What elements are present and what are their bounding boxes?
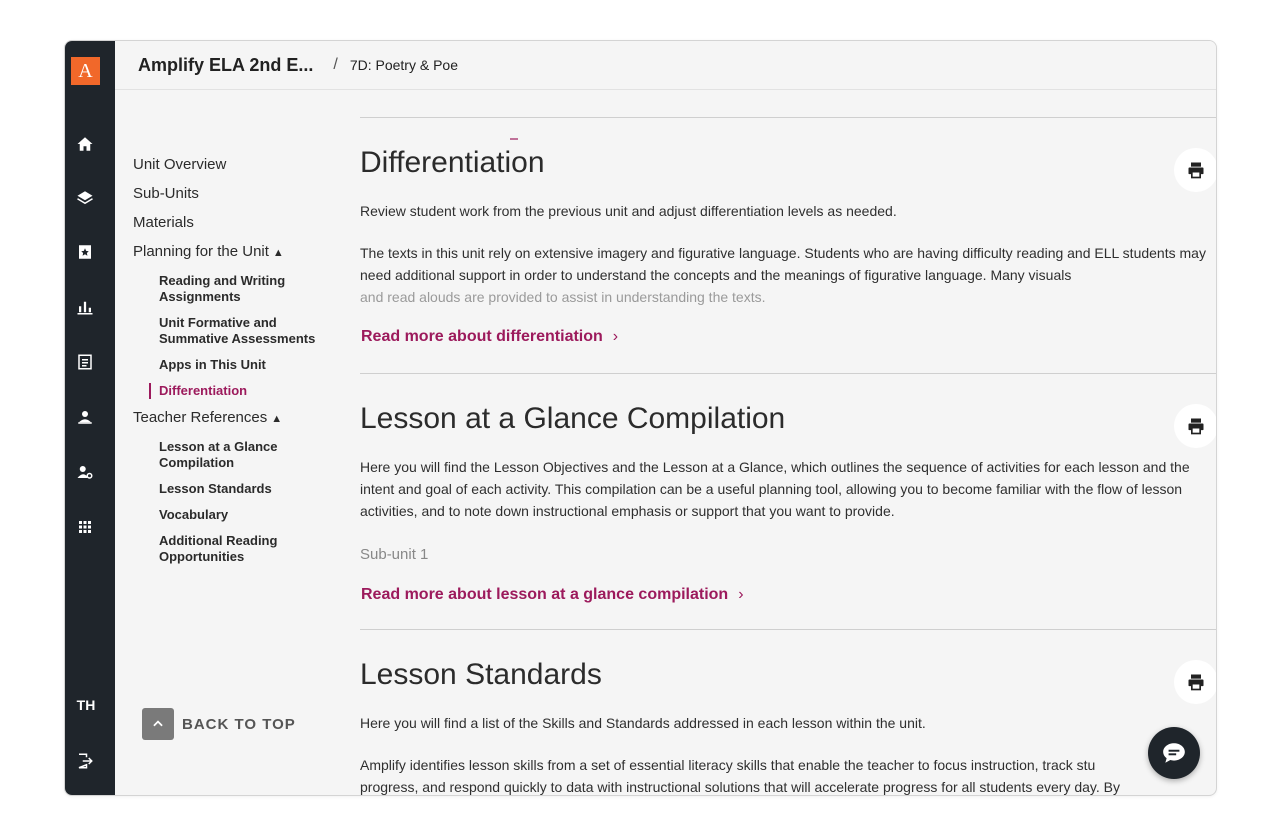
chevron-right-icon: › <box>612 328 619 345</box>
document-icon[interactable] <box>75 352 95 372</box>
app-window <box>64 40 1217 796</box>
breadcrumb-separator: / <box>333 56 338 73</box>
course-title[interactable]: Amplify ELA 2nd E... <box>138 54 314 75</box>
teacher-icon[interactable] <box>75 407 95 427</box>
section-paragraph: Here you will find a list of the Skills and Standards addressed in each lesson within the unit. <box>360 715 926 731</box>
nav-differentiation[interactable]: Differentiation <box>159 383 333 399</box>
bookmark-icon[interactable] <box>75 242 95 262</box>
section-paragraph: The texts in this unit rely on extensive imagery and figurative language. Students who are having difficulty reading and ELL students may need additional support in order to understand the concepts and the meanings of figurative language. Many visuals <box>360 245 1206 283</box>
logout-icon[interactable] <box>75 751 95 771</box>
nav-teacher-references[interactable] <box>133 409 333 428</box>
breadcrumb-unit[interactable]: 7D: Poetry & Poe <box>349 57 458 73</box>
user-settings-icon[interactable] <box>75 462 95 482</box>
apps-grid-icon[interactable] <box>75 517 95 537</box>
back-to-top-label[interactable]: BACK TO TOP <box>182 715 296 733</box>
section-title: Lesson at a Glance Compilation <box>360 402 786 435</box>
nav-planning[interactable] <box>133 243 333 262</box>
section-title: Differentiation <box>360 146 545 179</box>
nav-additional-reading[interactable]: Additional Reading Opportunities <box>159 533 278 564</box>
top-bar <box>115 41 1216 90</box>
nav-apps-in-unit[interactable]: Apps in This Unit <box>159 357 266 372</box>
main-content <box>360 89 1216 795</box>
section-paragraph: progress, and respond quickly to data with instructional solutions that will accelerate progress for all students every day. By <box>360 779 1121 795</box>
nav-planning-label: Planning for the Unit <box>133 243 269 260</box>
section-paragraph: Here you will find the Lesson Objectives and the Lesson at a Glance, which outlines the sequence of activities for each lesson and the intent and goal of each activity. This compilation can be a useful planning tool, allowing you to become familiar with the flow of lesson activities, and to note down instructional emphasis or support that you want to provide. <box>360 459 1190 519</box>
chevron-up-icon: ▲ <box>271 413 283 425</box>
section-paragraph-faded: and read alouds are provided to assist in understanding the texts. <box>360 289 766 305</box>
print-icon[interactable] <box>1174 404 1216 448</box>
section-differentiation <box>360 117 1216 374</box>
chat-icon[interactable] <box>1148 727 1200 779</box>
sub-unit-label: Sub-unit 1 <box>360 546 429 563</box>
print-icon[interactable] <box>1174 660 1216 704</box>
print-icon[interactable] <box>1174 148 1216 192</box>
read-more-label: Read more about lesson at a glance compilation <box>361 586 729 603</box>
read-more-link[interactable] <box>361 586 744 604</box>
left-rail <box>65 41 115 795</box>
chevron-up-icon: ▲ <box>272 247 284 259</box>
unit-side-nav <box>133 156 333 575</box>
nav-unit-overview[interactable]: Unit Overview <box>133 156 227 173</box>
chevron-right-icon: › <box>738 586 744 603</box>
nav-teacher-references-label: Teacher References <box>133 409 268 426</box>
nav-lesson-glance[interactable]: Lesson at a Glance Compilation <box>159 439 278 470</box>
home-icon[interactable] <box>75 134 95 154</box>
nav-formative-summative[interactable]: Unit Formative and Summative Assessments <box>159 315 316 346</box>
nav-materials[interactable]: Materials <box>133 214 194 231</box>
section-lesson-standards <box>360 629 1216 795</box>
bar-chart-icon[interactable] <box>75 297 95 317</box>
section-paragraph: Review student work from the previous unit and adjust differentiation levels as needed. <box>360 203 897 219</box>
nav-sub-units[interactable]: Sub-Units <box>133 185 199 202</box>
section-paragraph: Amplify identifies lesson skills from a set of essential literacy skills that enable the teacher to focus instruction, track stu <box>360 757 1096 773</box>
read-more-label: Read more about differentiation <box>361 328 603 345</box>
section-lesson-glance <box>360 373 1216 630</box>
chevron-up-icon[interactable] <box>142 708 174 740</box>
back-to-top[interactable] <box>142 708 296 740</box>
amplify-logo[interactable]: A <box>71 57 100 85</box>
nav-lesson-standards[interactable]: Lesson Standards <box>159 481 272 496</box>
section-title: Lesson Standards <box>360 658 602 691</box>
nav-reading-writing[interactable]: Reading and Writing Assignments <box>159 273 286 304</box>
layers-icon[interactable] <box>75 188 95 208</box>
nav-vocabulary[interactable]: Vocabulary <box>159 507 229 522</box>
read-more-link[interactable] <box>361 328 618 346</box>
user-initials[interactable]: TH <box>76 697 96 713</box>
